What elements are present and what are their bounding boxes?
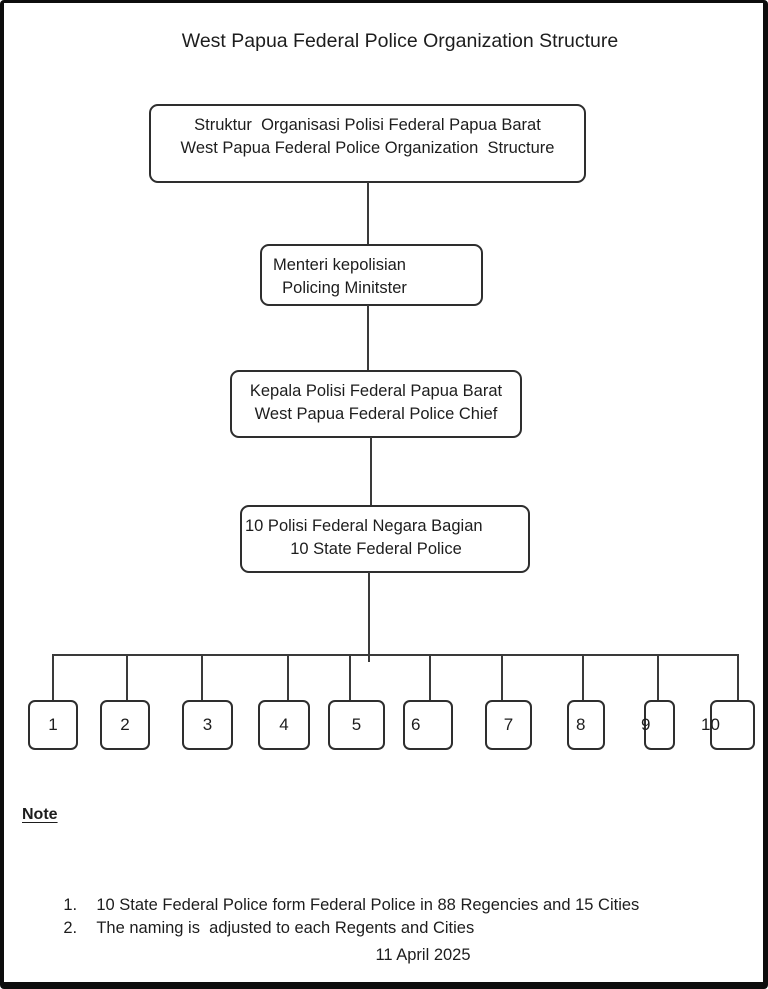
drop-line-8 xyxy=(582,655,584,701)
drop-line-2 xyxy=(126,655,128,701)
state-unit-box-7 xyxy=(485,700,532,750)
org-box-structure-line2: West Papua Federal Police Organization Structure xyxy=(180,139,555,157)
note-item-1-marker: 1. xyxy=(63,896,78,914)
org-box-state-police xyxy=(240,505,530,573)
state-unit-number-9: 9 xyxy=(641,715,651,734)
state-unit-box-4 xyxy=(258,700,310,750)
state-unit-number-1: 1 xyxy=(48,715,58,734)
org-box-minister xyxy=(260,244,483,306)
state-unit-box-5 xyxy=(328,700,385,750)
org-box-structure xyxy=(149,104,586,183)
drop-line-1 xyxy=(52,655,54,701)
state-unit-box-2 xyxy=(100,700,150,750)
drop-line-7 xyxy=(501,655,503,701)
state-unit-number-10: 10 xyxy=(701,715,720,734)
org-box-state-police-line1: 10 Polisi Federal Negara Bagian xyxy=(245,517,483,535)
state-unit-number-6: 6 xyxy=(411,715,421,734)
state-unit-number-3: 3 xyxy=(202,715,213,734)
bus-line xyxy=(52,654,739,656)
state-unit-number-8: 8 xyxy=(576,715,586,734)
page-title: West Papua Federal Police Organization Structure xyxy=(181,30,619,52)
date-label: 11 April 2025 xyxy=(375,946,471,964)
state-unit-number-5: 5 xyxy=(351,715,362,734)
connector-minister-chief xyxy=(367,305,369,371)
note-heading: Note xyxy=(22,806,58,823)
org-box-chief-line1: Kepala Polisi Federal Papua Barat xyxy=(249,382,503,400)
drop-line-4 xyxy=(287,655,289,701)
drop-line-3 xyxy=(201,655,203,701)
drop-line-9 xyxy=(657,655,659,701)
org-box-chief xyxy=(230,370,522,438)
state-unit-number-4: 4 xyxy=(279,715,289,734)
note-item-2-marker: 2. xyxy=(63,919,78,937)
org-box-structure-line1: Struktur Organisasi Polisi Federal Papua Barat xyxy=(194,116,541,134)
note-item-1-text: 10 State Federal Police form Federal Police in 88 Regencies and 15 Cities xyxy=(96,896,640,914)
drop-line-10 xyxy=(737,655,739,701)
connector-structure-minister xyxy=(367,182,369,245)
state-unit-number-7: 7 xyxy=(503,715,514,734)
state-unit-box-3 xyxy=(182,700,233,750)
state-unit-box-8 xyxy=(567,700,605,750)
note-item-2-text: The naming is adjusted to each Regents and Cities xyxy=(96,919,475,937)
org-box-state-police-line2: 10 State Federal Police xyxy=(290,540,462,558)
state-unit-box-9 xyxy=(641,700,675,750)
drop-line-6 xyxy=(429,655,431,701)
state-unit-box-1 xyxy=(28,700,78,750)
connector-state-bus xyxy=(368,572,370,662)
drop-line-5 xyxy=(349,655,351,701)
state-unit-box-6 xyxy=(403,700,453,750)
state-unit-number-2: 2 xyxy=(120,715,130,734)
org-box-minister-line2: Policing Minitster xyxy=(273,279,407,297)
org-box-minister-line1: Menteri kepolisian xyxy=(273,256,406,274)
state-unit-box-10 xyxy=(701,700,755,750)
connector-chief-state xyxy=(370,437,372,506)
org-box-chief-line2: West Papua Federal Police Chief xyxy=(254,405,498,423)
